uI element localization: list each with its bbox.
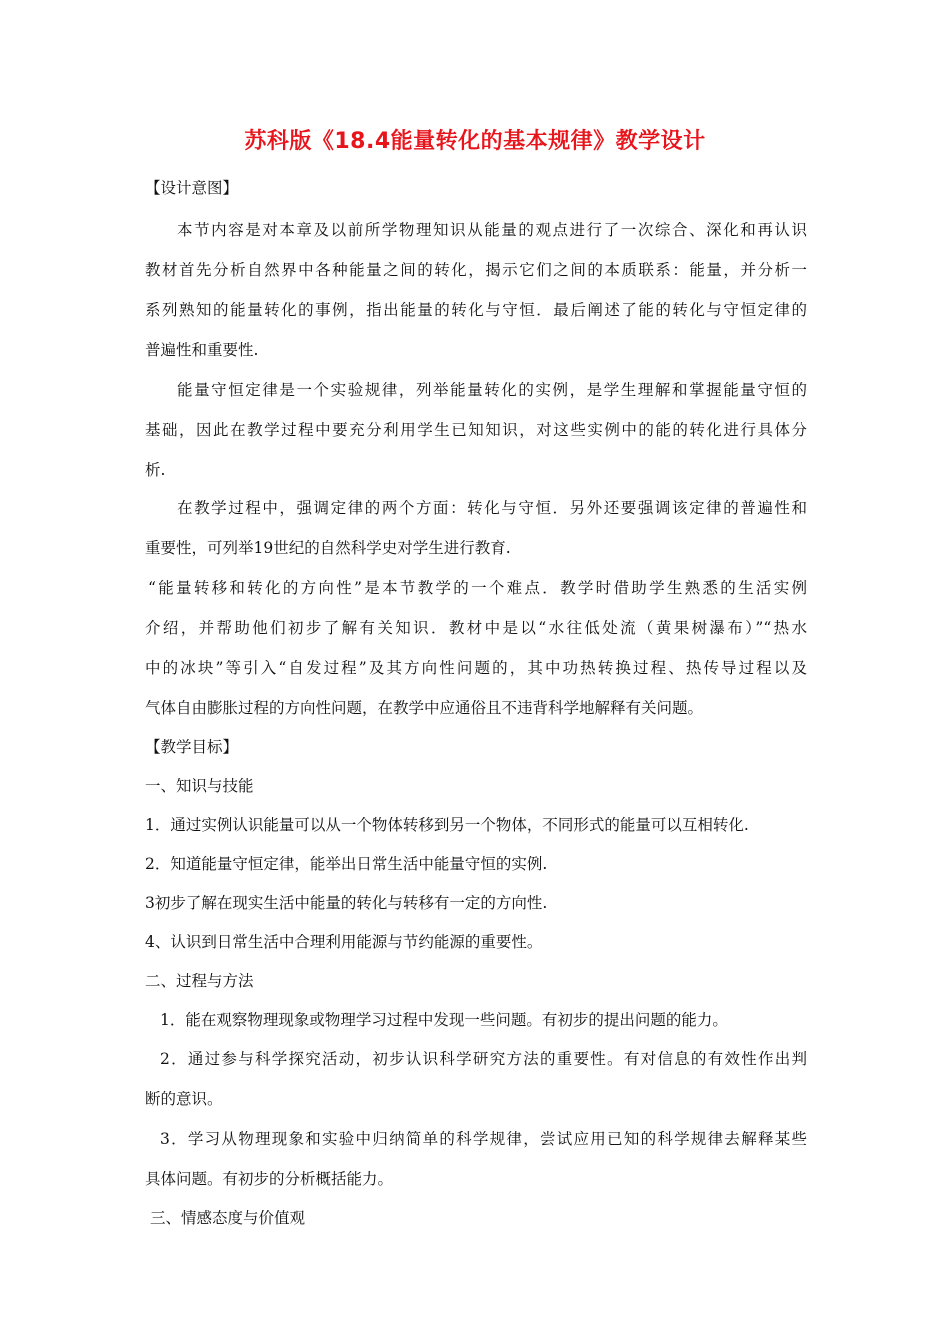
list-item-continuation: 具体问题。有初步的分析概括能力。: [145, 1170, 394, 1188]
paragraph-line: “能量转移和转化的方向性”是本节教学的一个难点．教学时借助学生熟悉的生活实例: [148, 579, 807, 597]
paragraph-line: 中的冰块”等引入“自发过程”及其方向性问题的，其中功热转换过程、热传导过程以及: [145, 659, 807, 677]
subheading-emotion-values: 三、情感态度与价值观: [150, 1209, 306, 1227]
paragraph-line: 重要性，可列举19世纪的自然科学史对学生进行教育.: [145, 539, 511, 557]
paragraph-line: 析.: [145, 461, 166, 479]
list-item: 1．能在观察物理现象或物理学习过程中发现一些问题。有初步的提出问题的能力。: [160, 1011, 728, 1029]
section-heading-teaching-goals: 【教学目标】: [145, 738, 239, 756]
subheading-knowledge-skills: 一、知识与技能: [145, 777, 254, 795]
paragraph-line: 在教学过程中，强调定律的两个方面：转化与守恒．另外还要强调该定律的普遍性和: [177, 499, 807, 517]
paragraph-line: 系列熟知的能量转化的事例，指出能量的转化与守恒．最后阐述了能的转化与守恒定律的: [145, 301, 807, 319]
paragraph-line: 教材首先分析自然界中各种能量之间的转化，揭示它们之间的本质联系：能量，并分析一: [145, 261, 807, 279]
paragraph-line: 本节内容是对本章及以前所学物理知识从能量的观点进行了一次综合、深化和再认识: [177, 221, 807, 239]
document-title: 苏科版《18.4能量转化的基本规律》教学设计: [244, 129, 706, 154]
list-item: 4、认识到日常生活中合理利用能源与节约能源的重要性。: [145, 933, 543, 951]
list-item: 1．通过实例认识能量可以从一个物体转移到另一个物体，不同形式的能量可以互相转化.: [145, 816, 749, 834]
paragraph-line: 气体自由膨胀过程的方向性问题，在教学中应通俗且不违背科学地解释有关问题。: [145, 699, 704, 717]
list-item-continuation: 断的意识。: [145, 1090, 223, 1108]
list-item: 2．通过参与科学探究活动，初步认识科学研究方法的重要性。有对信息的有效性作出判: [160, 1050, 807, 1068]
list-item: 2．知道能量守恒定律，能举出日常生活中能量守恒的实例.: [145, 855, 548, 873]
list-item: 3．学习从物理现象和实验中归纳简单的科学规律，尝试应用已知的科学规律去解释某些: [160, 1130, 807, 1148]
subheading-process-methods: 二、过程与方法: [145, 972, 254, 990]
paragraph-line: 介绍，并帮助他们初步了解有关知识．教材中是以“水往低处流（黄果树瀑布）”“热水: [145, 619, 807, 637]
paragraph-line: 普遍性和重要性.: [145, 341, 259, 359]
list-item: 3初步了解在现实生活中能量的转化与转移有一定的方向性.: [145, 894, 548, 912]
section-heading-design-intent: 【设计意图】: [145, 179, 239, 197]
paragraph-line: 基础，因此在教学过程中要充分利用学生已知知识，对这些实例中的能的转化进行具体分: [145, 421, 807, 439]
paragraph-line: 能量守恒定律是一个实验规律，列举能量转化的实例，是学生理解和掌握能量守恒的: [177, 381, 807, 399]
